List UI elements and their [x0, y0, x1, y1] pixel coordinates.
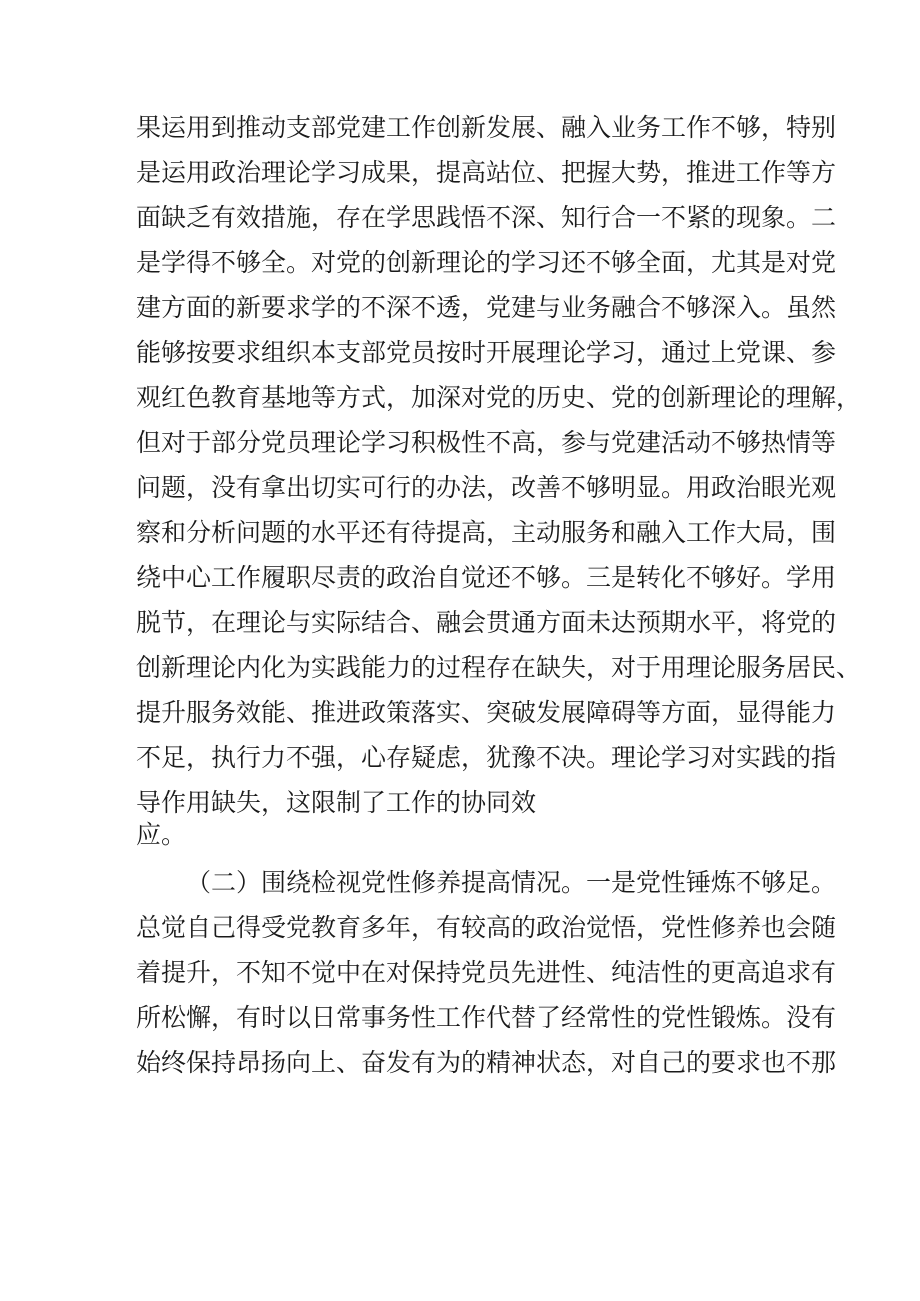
text-line: 所松懈，有时以日常事务性工作代替了经常性的党性锻炼。没有: [136, 1003, 837, 1032]
section-heading-line: （二）围绕检视党性修养提高情况。一是党性锤炼不够足。: [186, 868, 837, 897]
text-line: 但对于部分党员理论学习积极性不高，参与党建活动不够热情等: [136, 428, 837, 457]
text-line: 察和分析问题的水平还有待提高，主动服务和融入工作大局，围: [136, 518, 837, 547]
text-line: 观红色教育基地等方式，加深对党的历史、党的创新理论的理解，: [136, 383, 862, 412]
text-line: 是运用政治理论学习成果，提高站位、把握大势，推进工作等方: [136, 158, 837, 187]
text-line: 果运用到推动支部党建工作创新发展、融入业务工作不够，特别: [136, 113, 837, 142]
text-line: 建方面的新要求学的不深不透，党建与业务融合不够深入。虽然: [136, 293, 837, 322]
text-line: 提升服务效能、推进政策落实、突破发展障碍等方面，显得能力: [136, 698, 837, 727]
text-line: 着提升，不知不觉中在对保持党员先进性、纯洁性的更高追求有: [136, 958, 837, 987]
text-line: 绕中心工作履职尽责的政治自觉还不够。三是转化不够好。学用: [136, 563, 837, 592]
text-line: 总觉自己得受党教育多年，有较高的政治觉悟，党性修养也会随: [136, 913, 837, 942]
text-line: 是学得不够全。对党的创新理论的学习还不够全面，尤其是对党: [136, 248, 837, 277]
text-line: 不足，执行力不强，心存疑虑，犹豫不决。理论学习对实践的指: [136, 743, 837, 772]
text-line: 应。: [136, 820, 187, 849]
text-line: 能够按要求组织本支部党员按时开展理论学习，通过上党课、参: [136, 338, 837, 367]
text-line: 脱节，在理论与实际结合、融会贯通方面未达预期水平，将党的: [136, 608, 837, 637]
text-line: 始终保持昂扬向上、奋发有为的精神状态，对自己的要求也不那: [136, 1048, 837, 1077]
text-line: 创新理论内化为实践能力的过程存在缺失，对于用理论服务居民、: [136, 653, 862, 682]
text-line: 问题，没有拿出切实可行的办法，改善不够明显。用政治眼光观: [136, 473, 837, 502]
text-line: 面缺乏有效措施，存在学思践悟不深、知行合一不紧的现象。二: [136, 203, 837, 232]
text-line: 导作用缺失，这限制了工作的协同效: [136, 788, 537, 817]
